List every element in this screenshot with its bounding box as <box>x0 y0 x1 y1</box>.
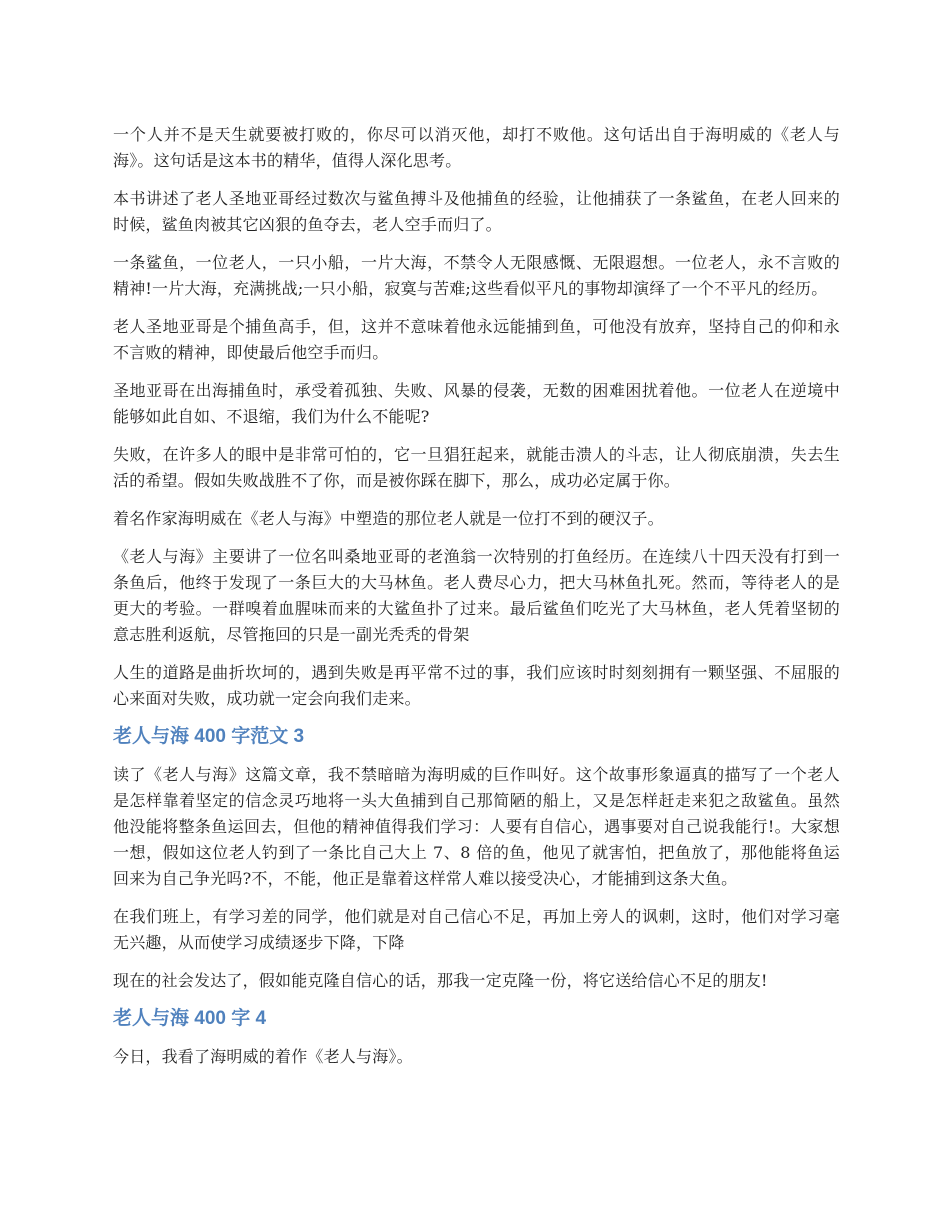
paragraph: 读了《老人与海》这篇文章，我不禁暗暗为海明威的巨作叫好。这个故事形象逼真的描写了一个老人是怎样靠着坚定的信念灵巧地将一头大鱼捕到自己那简陋的船上，又是怎样赶走来犯之敌鲨鱼。虽然他没能将整条鱼运回去，但他的精神值得我们学习：人要有自信心，遇事要对自己说我能行!。大家想一想，假如这位老人钓到了一条比自己大上 7、8 倍的鱼，他见了就害怕，把鱼放了，那他能将鱼运回来为自己争光吗?不，不能，他正是靠着这样常人难以接受决心，才能捕到这条大鱼。 <box>113 765 840 888</box>
section-heading: 老人与海 400 字 4 <box>113 1008 267 1029</box>
paragraph: 本书讲述了老人圣地亚哥经过数次与鲨鱼搏斗及他捕鱼的经验，让他捕获了一条鲨鱼，在老人回来的时候，鲨鱼肉被其它凶狠的鱼夺去，老人空手而归了。 <box>113 189 840 234</box>
section-heading: 老人与海 400 字范文 3 <box>113 726 305 747</box>
paragraph: 在我们班上，有学习差的同学，他们就是对自己信心不足，再加上旁人的讽刺，这时，他们对学习毫无兴趣，从而使学习成绩逐步下降，下降 <box>113 907 840 952</box>
paragraph: 人生的道路是曲折坎坷的，遇到失败是再平常不过的事，我们应该时时刻刻拥有一颗坚强、不屈服的心来面对失败，成功就一定会向我们走来。 <box>113 663 840 708</box>
paragraph: 圣地亚哥在出海捕鱼时，承受着孤独、失败、风暴的侵袭，无数的困难困扰着他。一位老人在逆境中能够如此自如、不退缩，我们为什么不能呢? <box>113 381 840 426</box>
paragraph: 现在的社会发达了，假如能克隆自信心的话，那我一定克隆一份，将它送给信心不足的朋友! <box>113 971 768 990</box>
paragraph: 一个人并不是天生就要被打败的，你尽可以消灭他，却打不败他。这句话出自于海明威的《老人与海》。这句话是这本书的精华，值得人深化思考。 <box>113 125 840 170</box>
paragraph: 一条鲨鱼，一位老人，一只小船，一片大海，不禁令人无限感慨、无限遐想。一位老人，永不言败的精神!一片大海，充满挑战;一只小船，寂寞与苦难;这些看似平凡的事物却演绎了一个不平凡的经历。 <box>113 253 840 298</box>
paragraph: 失败，在许多人的眼中是非常可怕的，它一旦猖狂起来，就能击溃人的斗志，让人彻底崩溃，失去生活的希望。假如失败战胜不了你，而是被你踩在脚下，那么，成功必定属于你。 <box>113 445 840 490</box>
paragraph: 老人圣地亚哥是个捕鱼高手，但，这并不意味着他永远能捕到鱼，可他没有放弃，坚持自己的仰和永不言败的精神，即使最后他空手而归。 <box>113 317 840 362</box>
paragraph: 今日，我看了海明威的着作《老人与海》。 <box>113 1047 413 1066</box>
document-page <box>113 122 840 1082</box>
paragraph: 《老人与海》主要讲了一位名叫桑地亚哥的老渔翁一次特别的打鱼经历。在连续八十四天没有打到一条鱼后，他终于发现了一条巨大的大马林鱼。老人费尽心力，把大马林鱼扎死。然而，等待老人的是更大的考验。一群嗅着血腥味而来的大鲨鱼扑了过来。最后鲨鱼们吃光了大马林鱼，老人凭着坚韧的意志胜利返航，尽管拖回的只是一副光秃秃的骨架 <box>113 547 840 644</box>
paragraph: 着名作家海明威在《老人与海》中塑造的那位老人就是一位打不到的硬汉子。 <box>113 509 664 528</box>
